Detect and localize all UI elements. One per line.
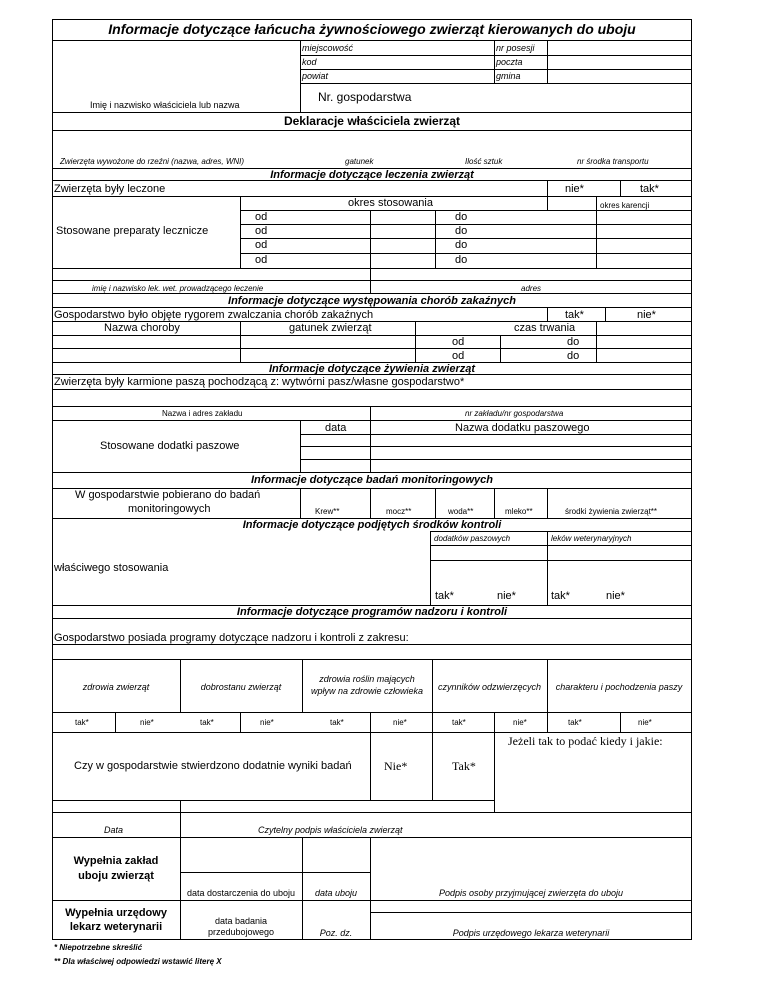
footnote-1: * Niepotrzebne skreślić <box>54 943 143 952</box>
dodatkow-label: dodatków paszowych <box>434 534 511 543</box>
date-label: Data <box>104 825 124 835</box>
powiat-label: powiat <box>302 71 329 81</box>
nr-gospodarstwa-label: Nr. gospodarstwa <box>318 90 412 104</box>
has-programs-label: Gospodarstwo posiada programy dotyczące nadzoru i kontroli z zakresu: <box>54 632 409 644</box>
monitoring-heading: Informacje dotyczące badań monitoringowych <box>250 474 494 486</box>
p-nie-3: nie* <box>393 718 407 727</box>
treated-label: Zwierzęta były leczone <box>54 183 166 195</box>
treated-nie: nie* <box>565 183 584 195</box>
receiver-signature-label: Podpis osoby przyjmującej zwierzęta do uboju <box>438 888 624 898</box>
p-tak-5: tak* <box>568 718 582 727</box>
feed-data-label: data <box>325 422 347 434</box>
program-category-1: zdrowia zwierząt <box>82 682 150 692</box>
form-title: Informacje dotyczące łańcucha żywnościowego zwierząt kierowanych do uboju <box>108 21 636 37</box>
measures-nie-2: nie* <box>606 590 625 602</box>
animals-label: Zwierzęta wywożone do rzeźni (nazwa, adres, WNI) <box>60 157 245 166</box>
lekow-label: leków weterynaryjnych <box>551 534 632 543</box>
do-3: do <box>455 239 468 251</box>
krew-label: Krew** <box>315 507 340 516</box>
regime-tak: tak* <box>565 309 584 321</box>
footnote-2: ** Dla właściwej odpowiedzi wstawić literę X <box>54 957 222 966</box>
srodki-label: środki żywienia zwierząt** <box>565 507 658 516</box>
nr-posesji-label: nr posesji <box>496 43 535 53</box>
vet-signature-label: Podpis urzędowego lekarza weterynarii <box>452 928 610 938</box>
disease-do-1: do <box>567 336 580 348</box>
p-nie-1: nie* <box>140 718 154 727</box>
vet-name-label: imię i nazwisko lek. wet. prowadzącego leczenie <box>92 284 264 293</box>
slaughter-label-2: uboju zwierząt <box>78 870 154 882</box>
od-1: od <box>255 211 268 223</box>
fed-label: Zwierzęta były karmione paszą pochodzącą z: wytwórni pasz/własne gospodarstwo* <box>54 376 465 388</box>
diseases-heading: Informacje dotyczące występowania chorób zakaźnych <box>228 295 516 307</box>
program-category-2: dobrostanu zwierząt <box>200 682 282 692</box>
transport-label: nr środka transportu <box>577 157 649 166</box>
slaughter-label-1: Wypełnia zakład <box>73 855 159 867</box>
treated-tak: tak* <box>640 183 659 195</box>
collected-label-1: W gospodarstwie pobierano do badań <box>75 489 261 501</box>
measures-tak-1: tak* <box>435 590 454 602</box>
plant-label: Nazwa i adres zakładu <box>162 409 243 418</box>
gatunek-label: gatunek <box>345 157 374 166</box>
do-2: do <box>455 225 468 237</box>
mocz-label: mocz** <box>386 507 412 516</box>
if-yes-label: Jeżeli tak to podać kiedy i jakie: <box>508 734 663 748</box>
exam-date-label-2: przedubojowego <box>207 927 275 937</box>
delivery-date-label: data dostarczenia do uboju <box>186 888 296 898</box>
p-tak-2: tak* <box>200 718 214 727</box>
vet-adres-label: adres <box>521 284 542 293</box>
disease-name-label: Nazwa choroby <box>104 322 180 334</box>
additives-label: Stosowane dodatki paszowe <box>100 440 240 452</box>
p-nie-5: nie* <box>638 718 652 727</box>
period-label: okres stosowania <box>348 197 433 209</box>
treatment-heading: Informacje dotyczące leczenia zwierząt <box>270 169 474 181</box>
duration-label: czas trwania <box>514 322 576 334</box>
p-tak-1: tak* <box>75 718 89 727</box>
p-nie-2: nie* <box>260 718 274 727</box>
vet-label-1: Wypełnia urzędowy <box>65 907 167 919</box>
owner-signature-label: Czytelny podpis właściciela zwierząt <box>258 825 403 835</box>
gmina-label: gmina <box>496 71 521 81</box>
measures-heading: Informacje dotyczące podjętych środków kontroli <box>242 519 502 531</box>
od-4: od <box>255 254 268 266</box>
p-nie-4: nie* <box>513 718 527 727</box>
exam-date-label-1: data badania <box>214 916 268 926</box>
program-category-3: zdrowia roślin mających <box>319 674 415 684</box>
programs-heading: Informacje dotyczące programów nadzoru i kontroli <box>236 606 508 618</box>
program-category-3-line2: wpływ na zdrowie człowieka <box>310 686 424 696</box>
positive-tak: Tak* <box>452 759 476 773</box>
mleko-label: mleko** <box>505 507 533 516</box>
collected-label-2: monitoringowych <box>128 503 211 515</box>
ilosc-label: Ilość sztuk <box>465 157 503 166</box>
poz-dz-label: Poz. dz. <box>319 928 353 938</box>
poczta-label: poczta <box>496 57 523 67</box>
karencji-label: okres karencji <box>600 201 650 210</box>
declarations-heading: Deklaracje właściciela zwierząt <box>283 114 461 128</box>
preparations-label: Stosowane preparaty lecznicze <box>56 225 209 237</box>
regime-nie: nie* <box>637 309 656 321</box>
species-label: gatunek zwierząt <box>289 322 372 334</box>
miejscowosc-label: miejscowość <box>302 43 354 53</box>
woda-label: woda** <box>448 507 474 516</box>
plant-nr-label: nr zakładu/nr gospodarstwa <box>465 409 564 418</box>
owner-name-label: Imię i nazwisko właściciela lub nazwa <box>90 100 240 110</box>
disease-od-1: od <box>452 336 465 348</box>
p-tak-4: tak* <box>452 718 466 727</box>
additive-name-label: Nazwa dodatku paszowego <box>455 422 590 434</box>
kod-label: kod <box>302 57 317 67</box>
do-4: do <box>455 254 468 266</box>
od-2: od <box>255 225 268 237</box>
vet-label-2: lekarz weterynarii <box>69 921 163 933</box>
disease-do-2: do <box>567 350 580 362</box>
od-3: od <box>255 239 268 251</box>
positive-nie: Nie* <box>384 759 408 773</box>
disease-od-2: od <box>452 350 465 362</box>
p-tak-3: tak* <box>330 718 344 727</box>
measures-nie-1: nie* <box>497 590 516 602</box>
program-category-5: charakteru i pochodzenia paszy <box>555 682 683 692</box>
measures-tak-2: tak* <box>551 590 570 602</box>
wlasciwego-label: właściwego stosowania <box>54 562 169 574</box>
program-category-4: czynników odzwierzęcych <box>437 682 542 692</box>
slaughter-date-label: data uboju <box>314 888 358 898</box>
regime-label: Gospodarstwo było objęte rygorem zwalczania chorób zakaźnych <box>54 309 374 321</box>
positive-results-label: Czy w gospodarstwie stwierdzono dodatnie wyniki badań <box>74 760 352 772</box>
feeding-heading: Informacje dotyczące żywienia zwierząt <box>268 363 476 375</box>
do-1: do <box>455 211 468 223</box>
